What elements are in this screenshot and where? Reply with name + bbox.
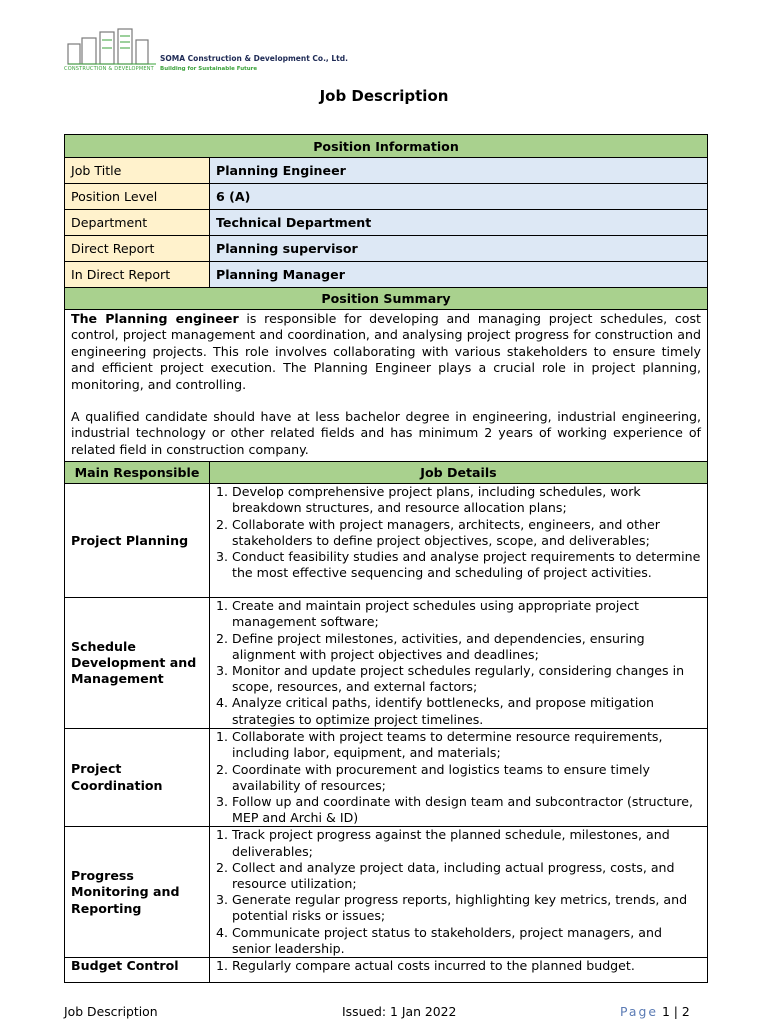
info-row-department <box>65 210 708 236</box>
summary-paragraph-2: A qualified candidate should have at less bachelor degree in engineering, industrial engineering, industrial technology or other related fields and has minimum 2 years of working experience of related field in construction company. <box>71 409 701 457</box>
responsibility-row <box>65 484 708 598</box>
responsibility-details <box>210 484 708 598</box>
footer-page-num: 1 | 2 <box>661 1004 690 1019</box>
details-item: 1. Collaborate with project teams to determine resource requirements, including labor, equipment, and materials; <box>232 729 703 761</box>
footer-page-number <box>620 1004 690 1019</box>
responsibility-name: Budget Control <box>65 958 210 983</box>
details-item: 3. Monitor and update project schedules regularly, considering changes in scope, resources, and external factors; <box>232 663 703 695</box>
company-logo <box>64 28 348 78</box>
position-summary-heading: Position Summary <box>65 288 708 310</box>
responsibilities-header-row <box>65 462 708 484</box>
details-item: 1. Track project progress against the planned schedule, milestones, and deliverables; <box>232 827 703 859</box>
job-details-heading: Job Details <box>210 462 708 484</box>
details-list <box>210 484 703 581</box>
info-label: Direct Report <box>65 236 210 262</box>
logo-mark-graphic <box>64 28 160 66</box>
position-summary-text <box>65 310 708 462</box>
details-item: 1. Create and maintain project schedules using appropriate project management software; <box>232 598 703 630</box>
responsibility-name: Schedule Development and Management <box>65 598 210 729</box>
footer-issued-date: Issued: 1 Jan 2022 <box>342 1004 457 1019</box>
responsibility-name: Progress Monitoring and Reporting <box>65 827 210 958</box>
position-information-header-row <box>65 135 708 158</box>
responsibility-row <box>65 598 708 729</box>
details-item: 1. Regularly compare actual costs incurred to the planned budget. <box>232 958 703 974</box>
job-description-table <box>64 134 708 983</box>
responsibility-row <box>65 827 708 958</box>
details-item: 2. Collect and analyze project data, including actual progress, costs, and resource utilization; <box>232 860 703 892</box>
details-item: 2. Coordinate with procurement and logistics teams to ensure timely availability of resources; <box>232 762 703 794</box>
details-list <box>210 729 703 826</box>
responsibility-details <box>210 958 708 983</box>
info-label: Position Level <box>65 184 210 210</box>
footer-page-word: Page <box>620 1004 658 1019</box>
info-label: In Direct Report <box>65 262 210 288</box>
responsibility-row <box>65 958 708 983</box>
info-row-indirect-report <box>65 262 708 288</box>
info-value: Planning Engineer <box>210 158 708 184</box>
details-list <box>210 598 703 728</box>
info-value: Planning Manager <box>210 262 708 288</box>
responsibility-details <box>210 729 708 827</box>
details-item: 3. Generate regular progress reports, highlighting key metrics, trends, and potential risks or issues; <box>232 892 703 924</box>
position-summary-header-row <box>65 288 708 310</box>
details-list <box>210 958 703 974</box>
info-label: Department <box>65 210 210 236</box>
details-item: 4. Analyze critical paths, identify bottlenecks, and propose mitigation strategies to optimize project timelines. <box>232 695 703 727</box>
info-row-position-level <box>65 184 708 210</box>
logo-subtext: CONSTRUCTION & DEVELOPMENT <box>64 66 154 72</box>
responsibility-name: Project Planning <box>65 484 210 598</box>
summary-para1-text: is responsible for developing and managing project schedules, cost control, project management and coordination, and analysing project progress for construction and engineering projects. This role involves collaborating with various stakeholders to ensure timely and efficient project execution. The Planning Engineer plays a crucial role in project planning, monitoring, and controlling. <box>71 311 701 392</box>
footer-document-name: Job Description <box>64 1004 158 1019</box>
details-item: 2. Define project milestones, activities, and dependencies, ensuring alignment with project objectives and deadlines; <box>232 631 703 663</box>
details-item: 2. Collaborate with project managers, architects, engineers, and other stakeholders to define project objectives, scope, and deliverables; <box>232 517 703 549</box>
info-label: Job Title <box>65 158 210 184</box>
details-item: 1. Develop comprehensive project plans, including schedules, work breakdown structures, and resource allocation plans; <box>232 484 703 516</box>
position-information-heading: Position Information <box>65 135 708 158</box>
summary-lead: The Planning engineer <box>71 311 239 326</box>
info-value: Technical Department <box>210 210 708 236</box>
details-list <box>210 827 703 957</box>
info-value: 6 (A) <box>210 184 708 210</box>
responsibility-details <box>210 598 708 729</box>
responsibility-row <box>65 729 708 827</box>
details-item: 3. Follow up and coordinate with design team and subcontractor (structure, MEP and Archi & ID) <box>232 794 703 826</box>
responsibility-name: Project Coordination <box>65 729 210 827</box>
company-name: SOMA Construction & Development Co., Ltd. <box>160 54 348 63</box>
info-value: Planning supervisor <box>210 236 708 262</box>
details-item: 4. Communicate project status to stakeholders, project managers, and senior leadership. <box>232 925 703 957</box>
info-row-direct-report <box>65 236 708 262</box>
position-summary-row <box>65 310 708 462</box>
main-responsible-heading: Main Responsible <box>65 462 210 484</box>
details-item: 3. Conduct feasibility studies and analyse project requirements to determine the most effective sequencing and scheduling of project activities. <box>232 549 703 581</box>
company-tagline: Building for Sustainable Future <box>160 66 258 72</box>
document-title: Job Description <box>319 87 449 105</box>
info-row-job-title <box>65 158 708 184</box>
responsibility-details <box>210 827 708 958</box>
summary-paragraph-1 <box>71 311 701 393</box>
